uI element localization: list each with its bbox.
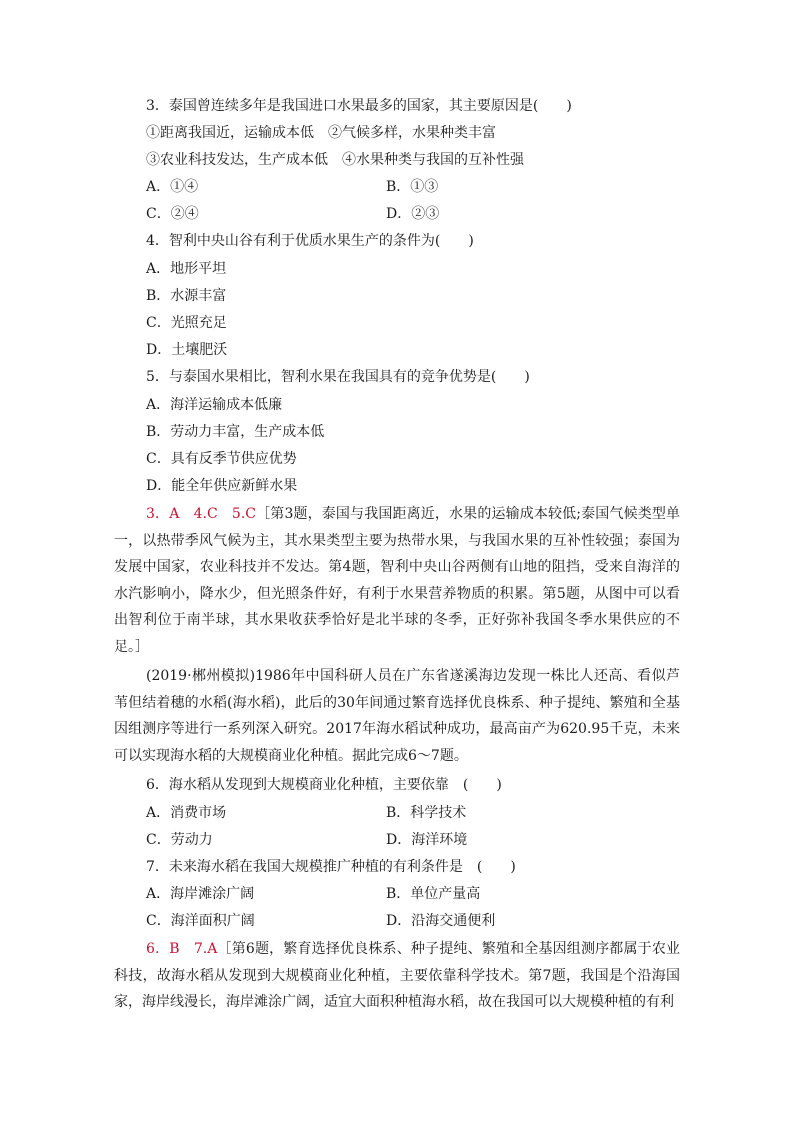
question-6-option-b: B．科学技术	[386, 805, 467, 821]
answer-text-6-7: ［第6题，繁育选择优良株系、种子提纯、繁殖和全基因组测序都属于农业科技，故海水稻从发现到大规模商业化种植，主要依靠科学技术。第7题，我国是个沿海国家，海岸线漫长，海岸滩涂广阔，适宜大面积种植海水稻，故在我国可以大规模种植的有利	[114, 941, 680, 1010]
question-6-option-c: C．劳动力	[146, 832, 213, 848]
question-7-option-c: C．海洋面积广阔	[146, 913, 255, 929]
question-5-option-b: B．劳动力丰富，生产成本低	[146, 424, 325, 440]
answer-text-3-5: ［第3题，泰国与我国距离近，水果的运输成本较低;泰国气候类型单一，以热带季风气候为主，其水果类型主要为热带水果，与我国水果的互补性较强；泰国为发展中国家，农业科技并不发达。第4题，智利中央山谷两侧有山地的阻挡，受来自海洋的水汽影响小，降水少，但光照条件好，有利于水果营养物质的积累。第5题，从图中可以看出智利位于南半球，其水果收获季恰好是北半球的冬季，正好弥补我国冬季水果供应的不足。］	[114, 506, 681, 655]
question-6-option-a: A．消费市场	[146, 805, 227, 821]
answer-explanation-6-7	[114, 936, 680, 1016]
question-7-option-a: A．海岸滩涂广阔	[146, 886, 255, 902]
question-7-stem: 7．未来海水稻在我国大规模推广种植的有利条件是 ( )	[146, 859, 516, 875]
question-6-stem: 6．海水稻从发现到大规模商业化种植，主要依靠 ( )	[146, 777, 502, 793]
question-6-option-d: D．海洋环境	[386, 832, 468, 848]
question-3-option-d: D．②③	[386, 206, 440, 222]
material-passage: (2019·郴州模拟)1986年中国科研人员在广东省遂溪海边发现一株比人还高、看似芦苇但结着穗的水稻(海水稻)，此后的30年间通过繁育选择优良株系、种子提纯、繁殖和全基因组测序等进行一系列深入研究。2017年海水稻试种成功，最高亩产为620.95千克，未来可以实现海水稻的大规模商业化种植。据此完成6～7题。	[114, 668, 680, 764]
question-3-condition-1: ①距离我国近，运输成本低 ②气候多样，水果种类丰富	[146, 125, 496, 141]
question-3-option-a: A．①④	[146, 179, 199, 195]
question-4-option-d: D．土壤肥沃	[146, 342, 228, 358]
question-3-stem: 3．泰国曾连续多年是我国进口水果最多的国家，其主要原因是( )	[146, 98, 572, 114]
question-3-condition-2: ③农业科技发达，生产成本低 ④水果种类与我国的互补性强	[146, 152, 524, 168]
answer-key-6-7: 6．B 7.A	[146, 941, 218, 957]
question-5-option-c: C．具有反季节供应优势	[146, 451, 297, 467]
question-3-option-c: C．②④	[146, 206, 199, 222]
question-5-option-d: D．能全年供应新鲜水果	[146, 478, 298, 494]
question-4-stem: 4．智利中央山谷有利于优质水果生产的条件为( )	[146, 233, 474, 249]
question-3-option-b: B．①③	[386, 179, 439, 195]
answer-key-3-5: 3．A 4.C 5.C	[146, 506, 257, 522]
answer-explanation-3-5	[114, 501, 680, 660]
question-7-option-d: D．沿海交通便利	[386, 913, 496, 929]
question-5-stem: 5．与泰国水果相比，智利水果在我国具有的竞争优势是( )	[146, 369, 530, 385]
question-4-option-a: A．地形平坦	[146, 261, 227, 277]
question-5-option-a: A．海洋运输成本低廉	[146, 397, 283, 413]
question-4-option-b: B．水源丰富	[146, 288, 227, 304]
question-7-option-b: B．单位产量高	[386, 886, 481, 902]
question-4-option-c: C．光照充足	[146, 315, 227, 331]
